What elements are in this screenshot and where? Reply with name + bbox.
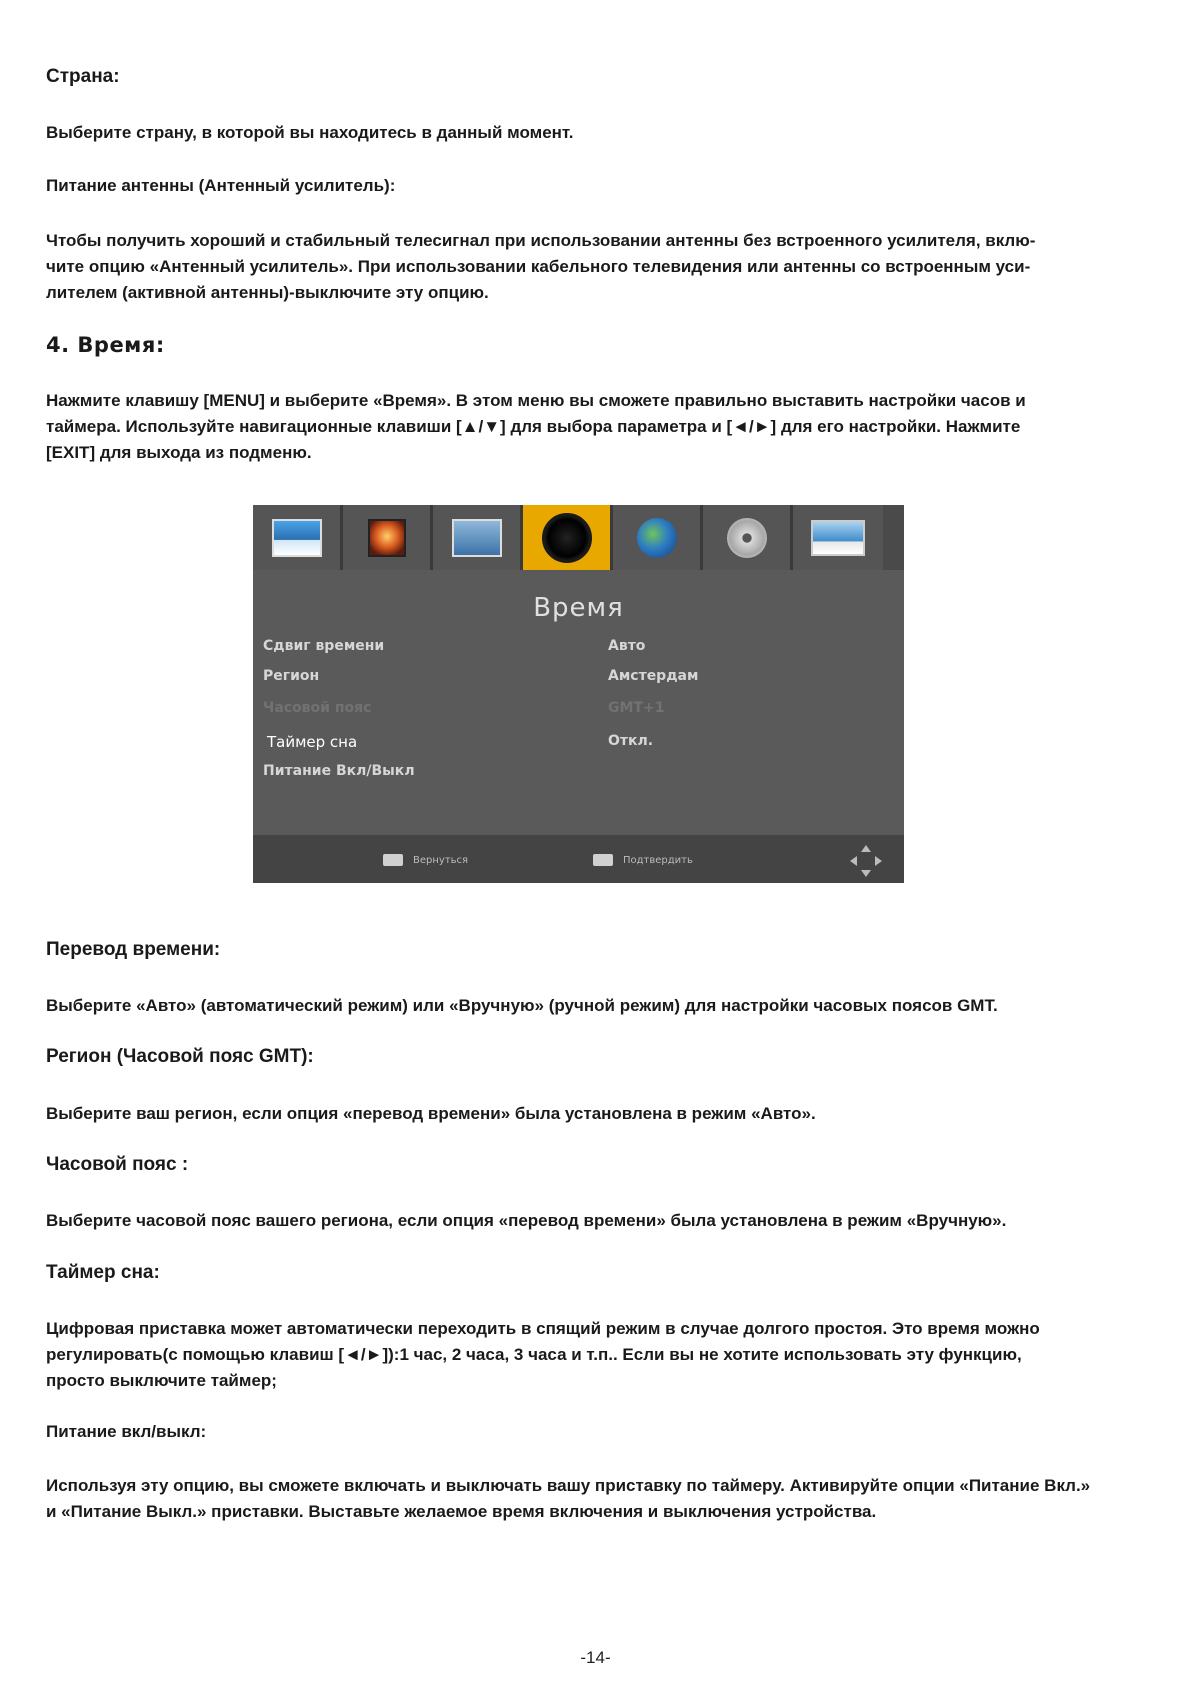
- antenna-heading: Питание антенны (Антенный усилитель):: [46, 176, 396, 195]
- back-hint-label: Вернуться: [413, 854, 469, 866]
- menu-row-time-shift[interactable]: [263, 638, 883, 662]
- region-heading: Регион (Часовой пояс GMT):: [46, 1046, 314, 1067]
- confirm-hint-label: Подтвердить: [623, 854, 693, 866]
- tab-book[interactable]: [793, 505, 883, 570]
- tv-menu-title: Время: [533, 593, 624, 623]
- paragraph-line: таймера. Используйте навигационные клавиши [▲/▼] для выбора параметра и [◄/►] для его настройки. Нажмите: [46, 417, 1021, 436]
- paragraph-line: Цифровая приставка может автоматически переходить в спящий режим в случае долгого простоя. Это время можно: [46, 1319, 1040, 1338]
- sleep-timer-text: [46, 1316, 1166, 1394]
- tab-search[interactable]: [433, 505, 523, 570]
- tab-disc[interactable]: [703, 505, 793, 570]
- row-label: Сдвиг времени: [263, 638, 385, 654]
- ok-key-icon: [593, 854, 613, 866]
- sleep-timer-heading: Таймер сна:: [46, 1262, 160, 1283]
- timezone-heading: Часовой пояс :: [46, 1154, 189, 1175]
- picture-icon: [272, 519, 322, 557]
- navigation-arrows-icon: [848, 843, 884, 879]
- country-text: [46, 120, 1166, 146]
- book-icon: [811, 520, 865, 556]
- menu-row-sleep-timer[interactable]: [263, 733, 883, 757]
- row-label: Регион: [263, 668, 320, 684]
- row-label: Таймер сна: [267, 733, 358, 751]
- row-label: Часовой пояс: [263, 700, 372, 716]
- paragraph-line: Выберите часовой пояс вашего региона, если опция «перевод времени» была установлена в режим «Вручную».: [46, 1211, 1007, 1230]
- tab-film[interactable]: [343, 505, 433, 570]
- section-intro: [46, 388, 1166, 466]
- row-value: GMT+1: [608, 700, 665, 716]
- country-heading: Страна:: [46, 66, 120, 87]
- menu-row-power[interactable]: [263, 763, 883, 787]
- tab-time[interactable]: [523, 505, 613, 570]
- globe-icon: [637, 518, 677, 558]
- power-text: [46, 1473, 1166, 1525]
- section-title: 4. Время:: [46, 333, 165, 357]
- tv-menu-footer: [253, 835, 904, 883]
- page-number: -14-: [580, 1648, 611, 1667]
- search-picture-icon: [452, 519, 502, 557]
- tv-menu-tabs: [253, 505, 904, 570]
- menu-key-icon: [383, 854, 403, 866]
- paragraph-line: просто выключите таймер;: [46, 1371, 277, 1390]
- film-icon: [368, 519, 406, 557]
- timezone-text: [46, 1208, 1166, 1234]
- region-text: [46, 1101, 1166, 1127]
- menu-row-timezone: [263, 700, 883, 724]
- row-value: Откл.: [608, 733, 654, 749]
- power-heading: Питание вкл/выкл:: [46, 1422, 207, 1441]
- time-shift-text: [46, 993, 1166, 1019]
- paragraph-line: и «Питание Выкл.» приставки. Выставьте желаемое время включения и выключения устройства.: [46, 1502, 877, 1521]
- row-label: Питание Вкл/Выкл: [263, 763, 415, 779]
- clock-icon: [542, 513, 592, 563]
- time-shift-heading: Перевод времени:: [46, 939, 221, 960]
- paragraph-line: чите опцию «Антенный усилитель». При использовании кабельного телевидения или антенны со встроенным уси-: [46, 257, 1031, 276]
- paragraph-line: Нажмите клавишу [MENU] и выберите «Время». В этом меню вы сможете правильно выставить настройки часов и: [46, 391, 1026, 410]
- tv-menu-screenshot: [253, 505, 904, 883]
- paragraph-line: Выберите «Авто» (автоматический режим) или «Вручную» (ручной режим) для настройки часовых поясов GMT.: [46, 996, 998, 1015]
- paragraph-line: Выберите страну, в которой вы находитесь в данный момент.: [46, 123, 574, 142]
- paragraph-line: регулировать(с помощью клавиш [◄/►]):1 час, 2 часа, 3 часа и т.п.. Если вы не хотите использовать эту функцию,: [46, 1345, 1022, 1364]
- menu-row-region[interactable]: [263, 668, 883, 692]
- paragraph-line: [EXIT] для выхода из подменю.: [46, 443, 312, 462]
- row-value: Авто: [608, 638, 646, 654]
- paragraph-line: Выберите ваш регион, если опция «перевод времени» была установлена в режим «Авто».: [46, 1104, 816, 1123]
- paragraph-line: лителем (активной антенны)-выключите эту опцию.: [46, 283, 489, 302]
- tab-picture[interactable]: [253, 505, 343, 570]
- paragraph-line: Чтобы получить хороший и стабильный телесигнал при использовании антенны без встроенного усилителя, вклю-: [46, 231, 1036, 250]
- confirm-hint: [593, 853, 693, 867]
- paragraph-line: Используя эту опцию, вы сможете включать и выключать вашу приставку по таймеру. Активируйте опции «Питание Вкл.»: [46, 1476, 1091, 1495]
- back-hint: [383, 853, 468, 867]
- antenna-text: [46, 228, 1166, 306]
- row-value: Амстердам: [608, 668, 699, 684]
- disc-icon: [727, 518, 767, 558]
- tab-globe[interactable]: [613, 505, 703, 570]
